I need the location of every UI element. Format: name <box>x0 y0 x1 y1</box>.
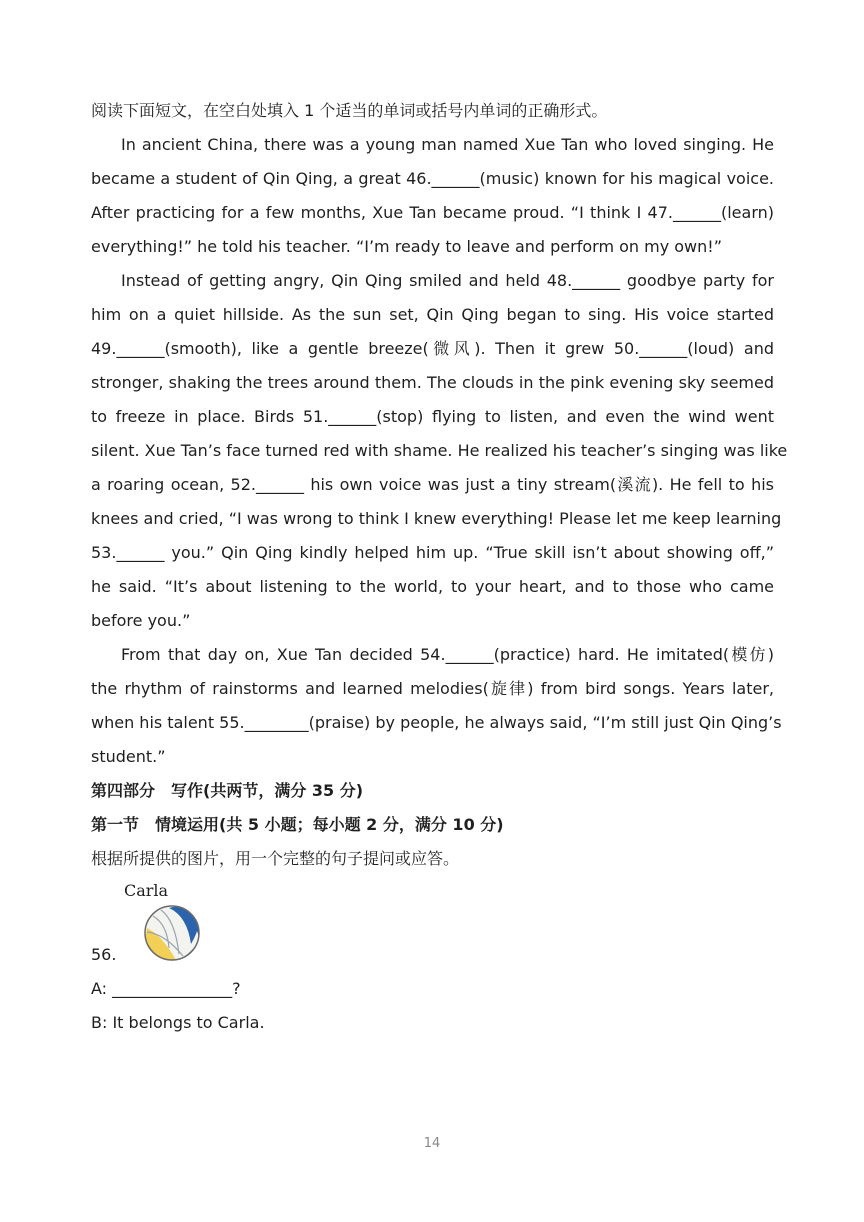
worksheet-page <box>91 94 788 1040</box>
passage-line: 49.______(smooth), like a gentle breeze(微风). Then it grew 50.______(loud) and <box>91 339 774 358</box>
passage-line: to freeze in place. Birds 51.______(stop) flying to listen, and even the wind went <box>91 407 774 426</box>
answer-line-a: A: _______________? <box>91 979 241 998</box>
passage-line: before you.” <box>91 611 191 630</box>
section1-title: 第一节 情境运用(共 5 小题；每小题 2 分，满分 10 分) <box>91 815 504 834</box>
passage-line: he said. “It’s about listening to the world, to your heart, and to those who came <box>91 577 774 596</box>
passage-line: when his talent 55.________(praise) by people, he always said, “I’m still just Qin Qing’s <box>91 713 782 732</box>
cloze-instruction: 阅读下面短文，在空白处填入 1 个适当的单词或括号内单词的正确形式。 <box>91 101 608 120</box>
section4-title: 第四部分 写作(共两节，满分 35 分) <box>91 781 364 800</box>
question-number: 56. <box>91 945 117 964</box>
passage-line: student.” <box>91 747 166 766</box>
passage-line: Instead of getting angry, Qin Qing smiled and held 48.______ goodbye party for <box>121 271 774 290</box>
passage-line: him on a quiet hillside. As the sun set, Qin Qing began to sing. His voice started <box>91 305 774 324</box>
question-56 <box>91 880 774 972</box>
answer-line-b: B: It belongs to Carla. <box>91 1013 265 1032</box>
passage-line: silent. Xue Tan’s face turned red with shame. He realized his teacher’s singing was like <box>91 441 788 460</box>
page-number: 14 <box>423 1136 441 1151</box>
passage-line: a roaring ocean, 52.______ his own voice was just a tiny stream(溪流). He fell to his <box>91 475 774 494</box>
section1-instruction: 根据所提供的图片，用一个完整的句子提问或应答。 <box>91 849 460 868</box>
passage-line: After practicing for a few months, Xue Tan became proud. “I think I 47.______(learn) <box>91 203 774 222</box>
passage-line: knees and cried, “I was wrong to think I knew everything! Please let me keep learning <box>91 509 782 528</box>
passage-line: stronger, shaking the trees around them. The clouds in the pink evening sky seemed <box>91 373 774 392</box>
cloze-passage <box>91 128 788 774</box>
passage-line: everything!” he told his teacher. “I’m ready to leave and perform on my own!” <box>91 237 722 256</box>
passage-line: In ancient China, there was a young man named Xue Tan who loved singing. He <box>121 135 774 154</box>
passage-line: 53.______ you.” Qin Qing kindly helped him up. “True skill isn’t about showing off,” <box>91 543 774 562</box>
passage-line: became a student of Qin Qing, a great 46.______(music) known for his magical voice. <box>91 169 774 188</box>
passage-line: From that day on, Xue Tan decided 54.______(practice) hard. He imitated(模仿) <box>121 645 774 664</box>
image-label: Carla <box>124 881 169 900</box>
passage-line: the rhythm of rainstorms and learned melodies(旋律) from bird songs. Years later, <box>91 679 774 698</box>
volleyball-icon <box>143 904 201 962</box>
